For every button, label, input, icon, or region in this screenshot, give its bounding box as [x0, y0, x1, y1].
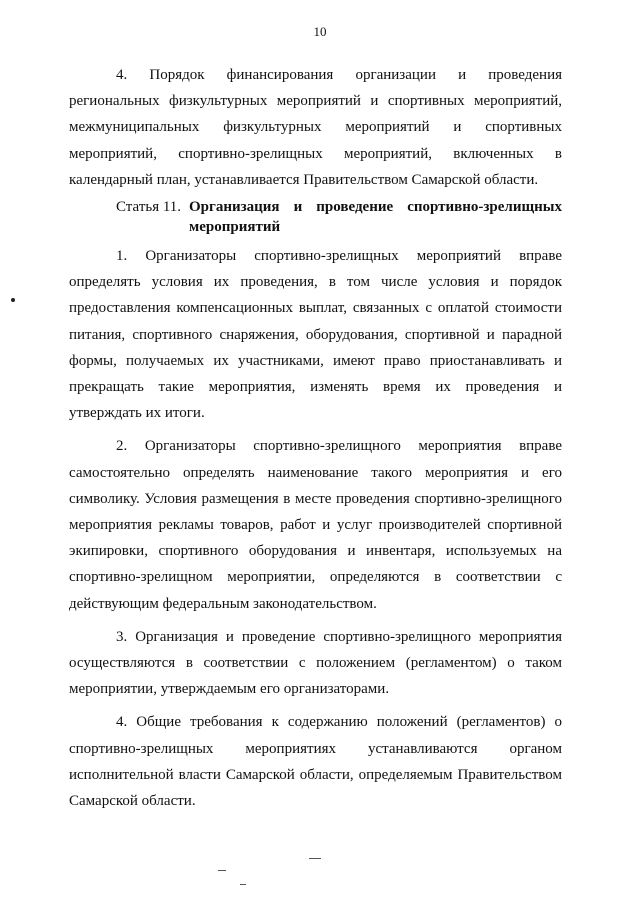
- paragraph-item-1: 1. Организаторы спортивно-зрелищных мероприятий вправе определять условия их проведения, в том числе условия и порядок предоставления компенсационных выплат, связанных с оплатой стоимости питания, спортивного снаряжения, оборудования, спортивной и парадной формы, получаемых их участниками, имеют право приостанавливать и прекращать такие мероприятия, изменять время их проведения и утверждать их итоги.: [69, 248, 562, 422]
- scan-speck: [11, 298, 15, 302]
- paragraph-item-3: 3. Организация и проведение спортивно-зрелищного мероприятия осуществляются в соответствии с положением (регламентом) о таком мероприятии, утверждаемым его организаторами.: [69, 628, 562, 698]
- article-heading: [69, 197, 562, 237]
- scan-mark: [240, 884, 246, 888]
- article-number: Статья 11.: [116, 199, 182, 216]
- document-body: [69, 62, 562, 814]
- scan-mark: [218, 870, 226, 874]
- paragraph-item-2: 2. Организаторы спортивно-зрелищного мероприятия вправе самостоятельно определять наименование такого мероприятия и его символику. Условия размещения в месте проведения спортивно-зрелищного мероприятия рекламы товаров, работ и услуг производителей спортивной экипировки, спортивного оборудования и инвентаря, используемых на спортивно-зрелищном мероприятии, определяются в соответствии с действующим федеральным законодательством.: [69, 438, 562, 612]
- paragraph-item-4: 4. Общие требования к содержанию положений (регламентов) о спортивно-зрелищных мероприятиях устанавливаются органом исполнительной власти Самарской области, определяемым Правительством Самарской области.: [69, 714, 562, 810]
- page-number: 10: [313, 24, 327, 39]
- scan-mark: [309, 858, 321, 862]
- paragraph-financing: 4. Порядок финансирования организации и проведения региональных физкультурных мероприятий и спортивных мероприятий, межмуниципальных физкультурных мероприятий и спортивных мероприятий, спортивно-зрелищных мероприятий, включенных в календарный план, устанавливается Правительством Самарской области.: [69, 67, 562, 188]
- article-title: Организация и проведение спортивно-зрелищных мероприятий: [189, 199, 562, 236]
